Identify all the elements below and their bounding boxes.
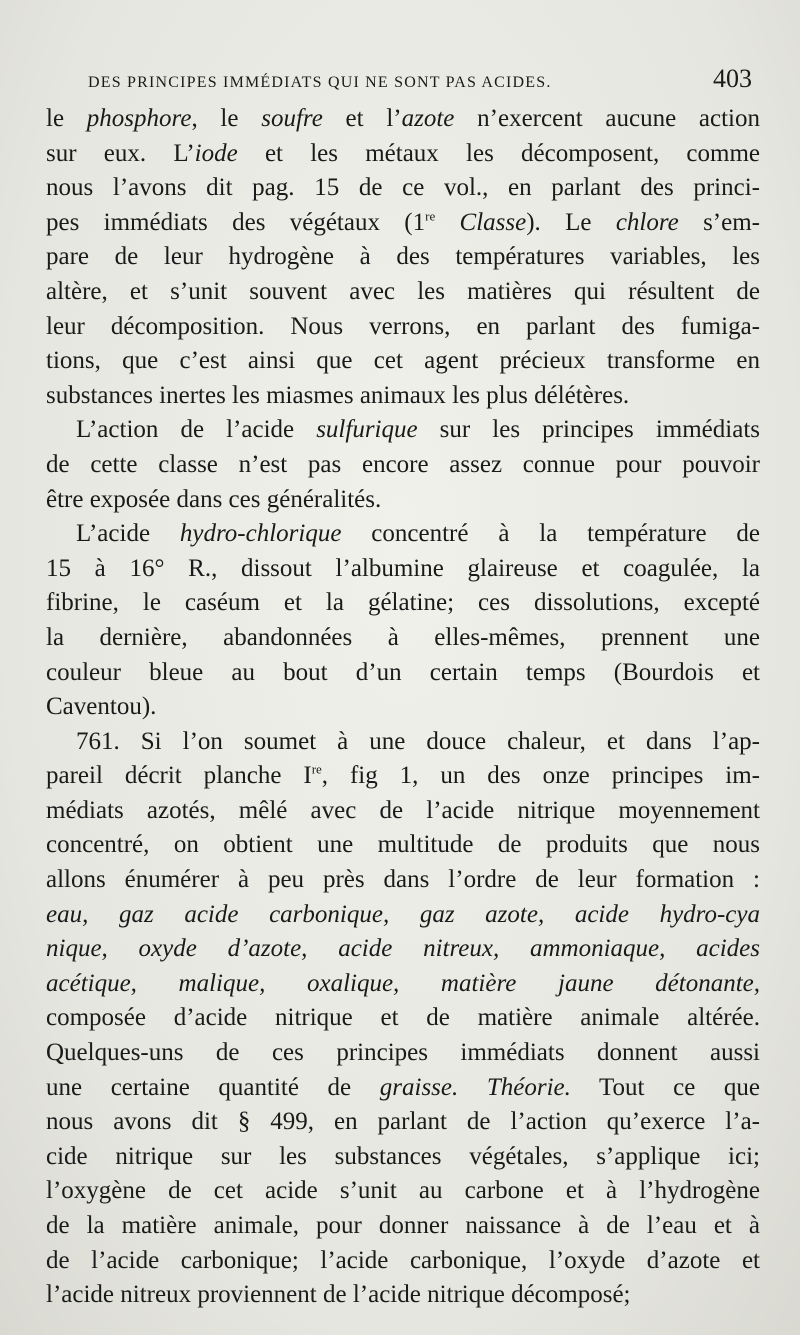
text-line [46, 586, 760, 621]
text-line [46, 517, 760, 552]
text-line [46, 240, 760, 275]
text-line [46, 344, 760, 379]
text-span: ). Le [526, 208, 616, 236]
text-span: eau, gaz acide carbonique, gaz azote, acide hydro-cya [46, 900, 760, 928]
text-line [46, 1105, 760, 1140]
text-line [46, 310, 760, 345]
text-line [46, 725, 760, 760]
text-span: pes immédiats des végétaux ( [46, 208, 413, 236]
page-number: 403 [713, 64, 752, 93]
text-span: sur les principes immédiats [417, 416, 760, 444]
text-span: acétique, malique, oxalique, matière jaune détonante, [46, 969, 760, 997]
text-span: 761. Si l’on soumet à une douce chaleur, et dans l’ap- [76, 727, 760, 755]
text-span: nous l’avons dit pag. 15 de ce vol., en parlant des princi- [46, 174, 760, 202]
text-span: l’oxygène de cet acide s’unit au carbone et à l’hydrogène [46, 1177, 760, 1205]
text-span: être exposée dans ces généralités. [46, 485, 382, 513]
text-line [46, 1244, 760, 1279]
text-span: leur décomposition. Nous verrons, en parlant des fumiga- [46, 312, 760, 340]
text-span [435, 209, 459, 236]
text-line [46, 137, 760, 172]
text-span: pareil décrit planche I [46, 762, 312, 790]
text-span: nique, oxyde d’azote, acide nitreux, ammoniaque, acides [46, 935, 760, 963]
text-span: une certaine quantité de [46, 1073, 380, 1101]
text-line [46, 1174, 760, 1209]
text-line [46, 1036, 760, 1071]
text-line [46, 898, 760, 933]
text-span: L’action de l’acide [76, 416, 317, 444]
text-span: sur eux. L’ [46, 139, 195, 167]
text-span: phosphore [86, 105, 192, 132]
text-span: l’acide nitreux proviennent de l’acide nitrique décomposé; [46, 1281, 631, 1309]
text-line [46, 552, 760, 587]
text-span: Quelques-uns de ces principes immédiats donnent aussi [46, 1039, 760, 1067]
text-line [46, 1209, 760, 1244]
text-span: tions, que c’est ainsi que cet agent précieux transforme en [46, 347, 760, 375]
text-span: et les métaux les décomposent, comme [237, 139, 761, 167]
text-line [46, 206, 760, 241]
text-span: L’acide [76, 520, 180, 548]
text-span: , le [191, 105, 262, 132]
text-span: de cette classe n’est pas encore assez connue pour pouvoir [46, 450, 760, 478]
text-span: composée d’acide nitrique et de matière animale altérée. [46, 1004, 760, 1032]
text-span: iode [194, 139, 238, 167]
text-span: le [46, 105, 87, 132]
text-span: pare de leur hydrogène à des températures variables, les [46, 243, 760, 271]
text-span: , fig 1, un des onze principes im- [321, 762, 760, 790]
text-line [46, 794, 760, 829]
text-line [46, 1278, 760, 1313]
text-span: 1 [412, 208, 426, 236]
text-span: allons énumérer à peu près dans l’ordre de leur formation : [46, 866, 760, 894]
text-line [46, 863, 760, 898]
text-span: substances inertes les miasmes animaux les plus délétères. [46, 381, 630, 409]
text-line [46, 448, 760, 483]
text-line [46, 967, 760, 1002]
text-span: Classe [459, 208, 527, 236]
text-span: couleur bleue au bout d’un certain temps (Bourdois et [46, 658, 760, 686]
text-line [46, 1071, 760, 1106]
running-head-title: DES PRINCIPES IMMÉDIATS QUI NE SONT PAS ACIDES. [88, 74, 552, 91]
text-line [46, 828, 760, 863]
text-span: chlore [615, 208, 679, 236]
text-span: Tout ce que [570, 1073, 761, 1101]
text-line [46, 690, 760, 725]
text-span: nous avons dit § 499, en parlant de l’action qu’exerce l’a- [46, 1108, 760, 1136]
text-span: 15 à 16° R., dissout l’albumine glaireuse et coagulée, la [46, 554, 760, 582]
text-line [46, 275, 760, 310]
text-span: n’exercent aucune action [454, 105, 760, 132]
text-line [46, 1140, 760, 1175]
text-line [46, 483, 760, 518]
text-span: azote [401, 105, 455, 132]
text-span: la dernière, abandonnées à elles-mêmes, prennent une [46, 623, 760, 651]
text-span: de la matière animale, pour donner naissance à de l’eau et à [46, 1212, 760, 1239]
text-line [46, 656, 760, 691]
text-span: de l’acide carbonique; l’acide carbonique, l’oxyde d’azote et [46, 1246, 760, 1274]
text-line [46, 102, 760, 137]
text-line [46, 621, 760, 656]
text-line [46, 759, 760, 794]
text-span: s’em- [678, 208, 760, 236]
text-span: cide nitrique sur les substances végétales, s’applique ici; [46, 1142, 760, 1170]
text-line [46, 1001, 760, 1036]
text-line [46, 413, 760, 448]
text-span: sulfurique [316, 416, 418, 444]
text-line [46, 171, 760, 206]
text-span: graisse. Théorie. [379, 1073, 571, 1101]
text-line [46, 379, 760, 414]
body-text [46, 102, 760, 1313]
text-line [46, 932, 760, 967]
text-span: fibrine, le caséum et la gélatine; ces dissolutions, excepté [46, 589, 760, 617]
text-span: altère, et s’unit souvent avec les matières qui résultent de [46, 277, 760, 305]
text-span: hydro-chlorique [179, 520, 342, 548]
superscript: re [425, 208, 436, 224]
text-span: médiats azotés, mêlé avec de l’acide nitrique moyennement [46, 796, 760, 824]
running-head [88, 64, 760, 100]
text-span: concentré, on obtient une multitude de produits que nous [46, 831, 760, 859]
text-span: et l’ [322, 105, 402, 132]
text-span: concentré à la température de [341, 520, 760, 548]
text-span: Caventou). [46, 693, 157, 721]
superscript: re [311, 761, 322, 777]
text-span: soufre [261, 105, 323, 132]
